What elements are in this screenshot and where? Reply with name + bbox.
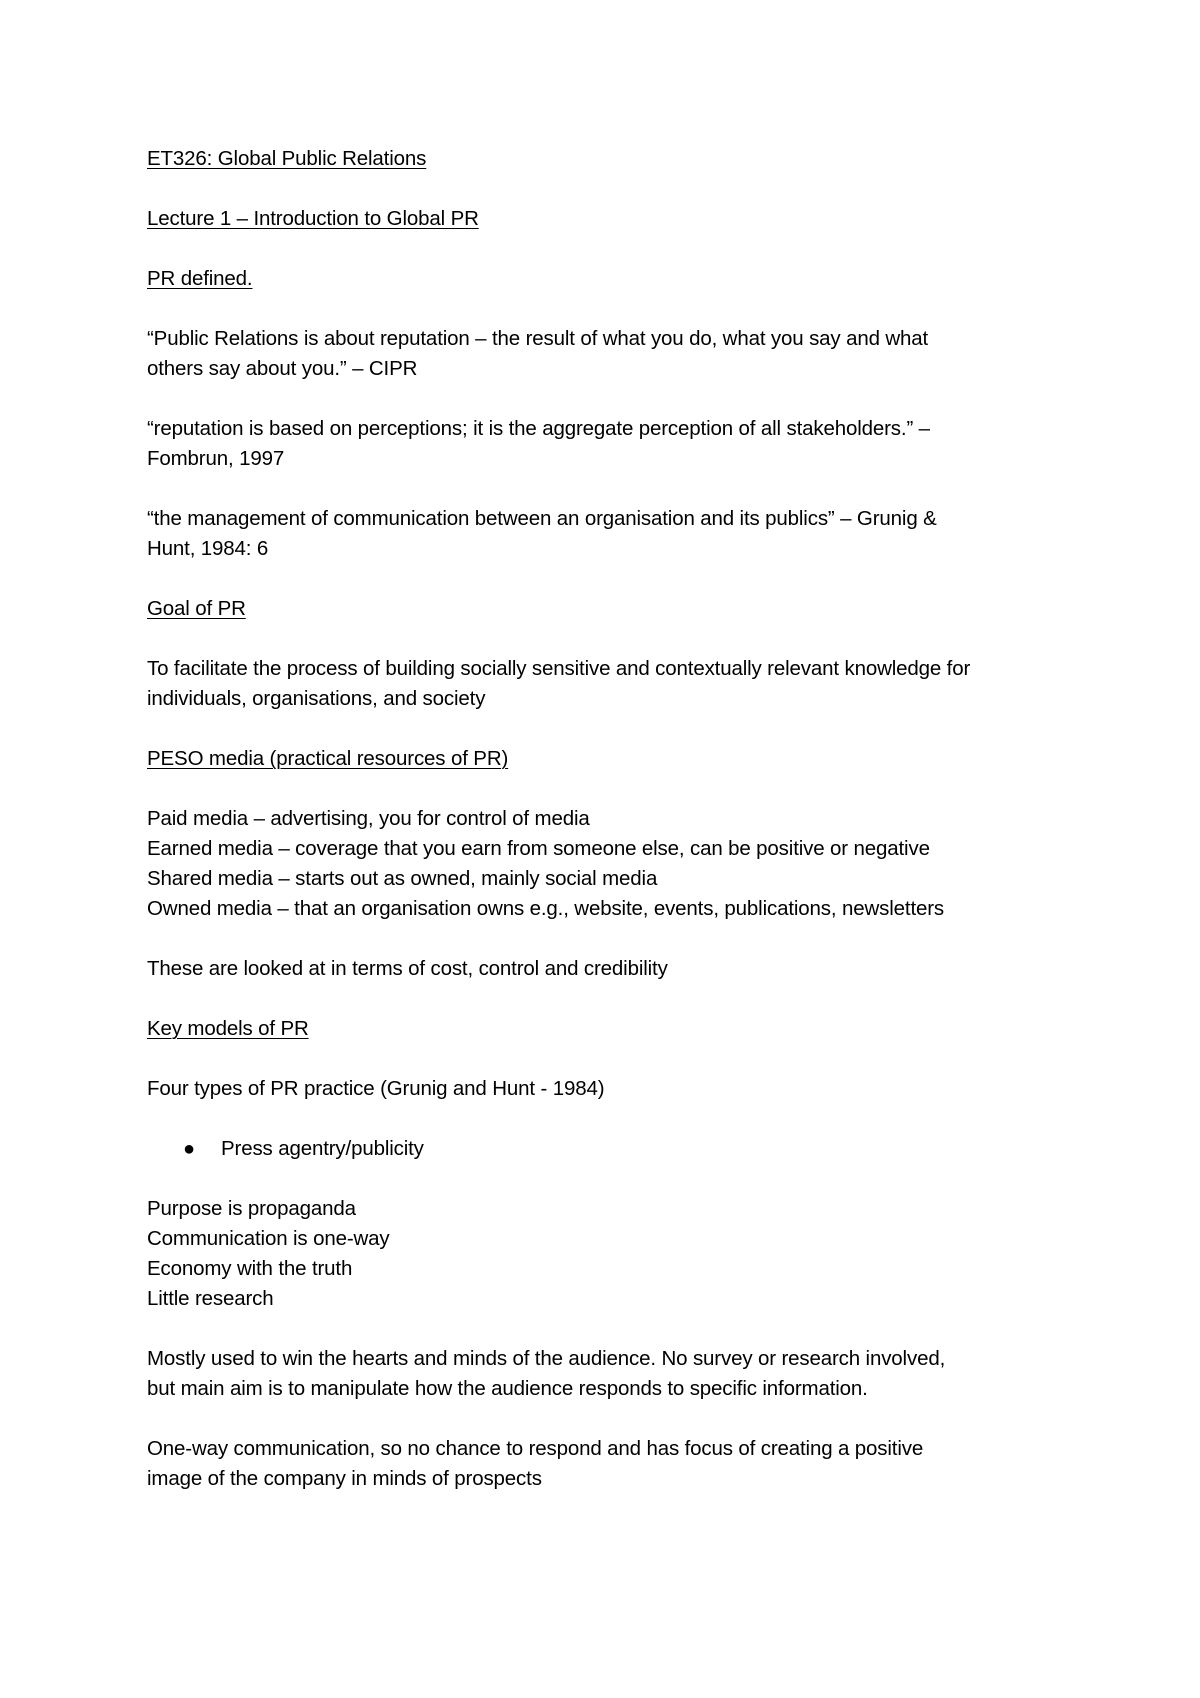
paragraph-line: image of the company in minds of prospects [147, 1467, 542, 1490]
models-intro: Four types of PR practice (Grunig and Hunt - 1984) [147, 1077, 605, 1100]
press-agentry-points [147, 1194, 1087, 1314]
list-item: Little research [147, 1287, 274, 1310]
quote-line: others say about you.” – CIPR [147, 357, 418, 380]
paragraph-line: individuals, organisations, and society [147, 687, 486, 710]
lecture-heading: Lecture 1 – Introduction to Global PR [147, 207, 479, 230]
peso-list [147, 804, 1087, 924]
pr-defined-heading: PR defined. [147, 267, 253, 290]
paragraph-manipulation [147, 1344, 1087, 1404]
document-body [147, 144, 1087, 1494]
peso-heading: PESO media (practical resources of PR) [147, 747, 509, 770]
quote-line: Hunt, 1984: 6 [147, 537, 269, 560]
paragraph-line: To facilitate the process of building socially sensitive and contextually relevant knowledge for [147, 657, 971, 680]
paragraph-line: but main aim is to manipulate how the audience responds to specific information. [147, 1377, 868, 1400]
list-item: Communication is one-way [147, 1227, 390, 1250]
list-item: Shared media – starts out as owned, mainly social media [147, 867, 658, 890]
peso-note: These are looked at in terms of cost, control and credibility [147, 957, 668, 980]
paragraph-line: Mostly used to win the hearts and minds of the audience. No survey or research involved, [147, 1347, 946, 1370]
bullet-text: Press agentry/publicity [221, 1137, 424, 1160]
bullet-list-item [147, 1134, 1087, 1164]
quote-line: “Public Relations is about reputation – the result of what you do, what you say and what [147, 327, 929, 350]
goal-heading: Goal of PR [147, 597, 246, 620]
list-item: Purpose is propaganda [147, 1197, 356, 1220]
paragraph-one-way [147, 1434, 1087, 1494]
quote-line: “reputation is based on perceptions; it is the aggregate perception of all stakeholders.” – [147, 417, 930, 440]
goal-paragraph [147, 654, 1087, 714]
paragraph-line: One-way communication, so no chance to respond and has focus of creating a positive [147, 1437, 924, 1460]
quote-line: Fombrun, 1997 [147, 447, 285, 470]
bullet-icon: ● [183, 1138, 195, 1160]
quote-fombrun [147, 414, 1087, 474]
list-item: Owned media – that an organisation owns e.g., website, events, publications, newsletters [147, 897, 945, 920]
models-heading: Key models of PR [147, 1017, 309, 1040]
quote-grunig-hunt [147, 504, 1087, 564]
quote-line: “the management of communication between an organisation and its publics” – Grunig & [147, 507, 937, 530]
list-item: Earned media – coverage that you earn from someone else, can be positive or negative [147, 837, 930, 860]
list-item: Economy with the truth [147, 1257, 353, 1280]
quote-cipr [147, 324, 1087, 384]
list-item: Paid media – advertising, you for control of media [147, 807, 590, 830]
document-title: ET326: Global Public Relations [147, 147, 427, 170]
